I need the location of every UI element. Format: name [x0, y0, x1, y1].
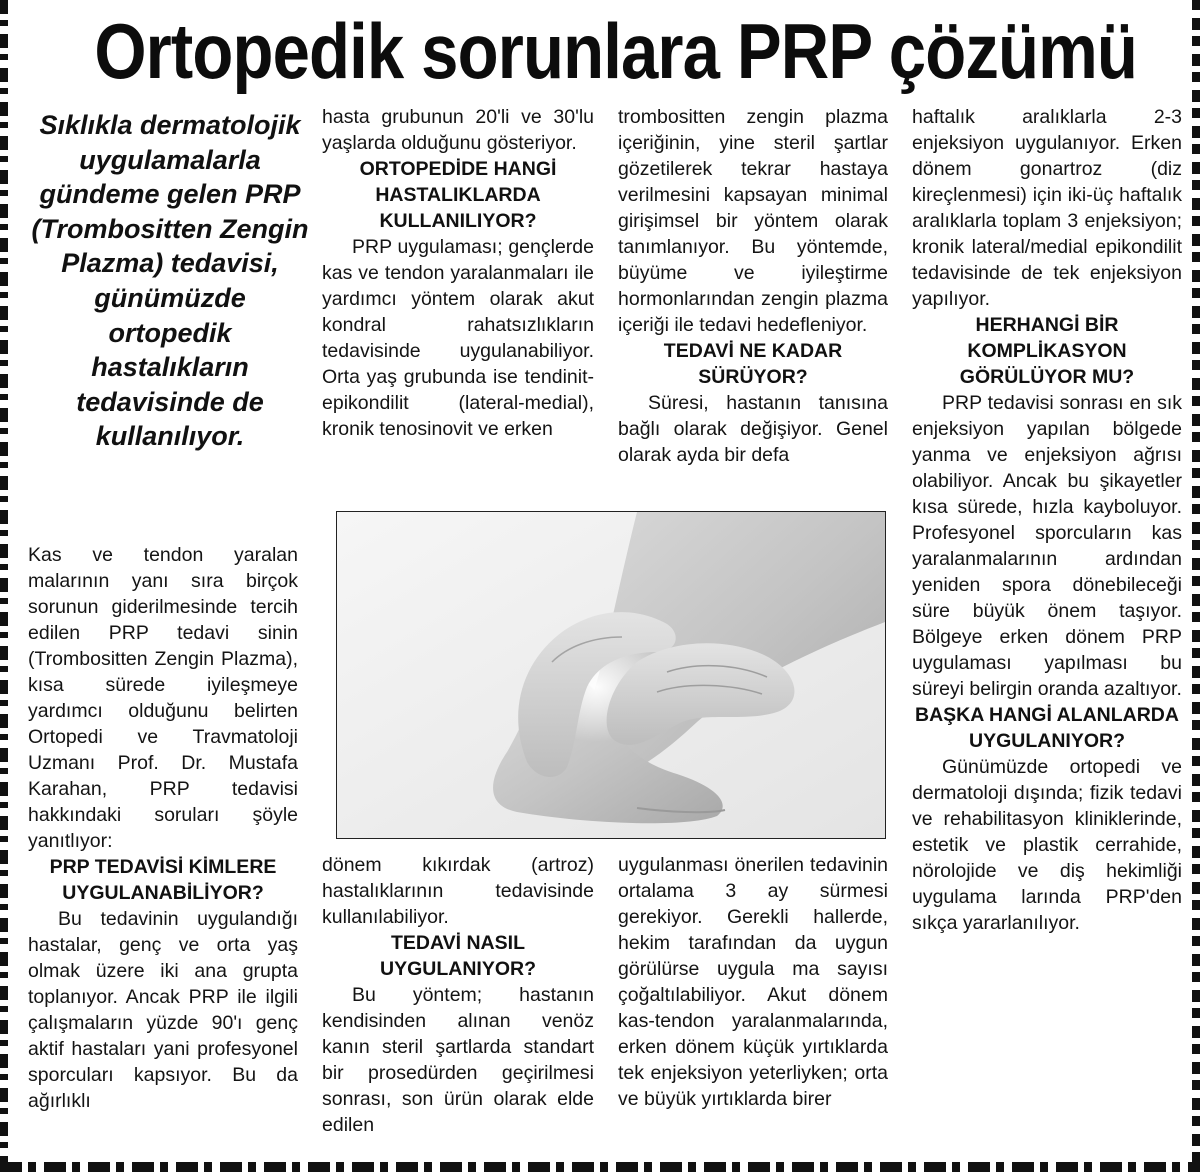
clipping-border-bottom	[0, 1162, 1200, 1172]
subheading-komplikasyon: HERHANGİ BİR KOMPLİKASYON GÖRÜLÜYOR MU?	[959, 314, 1135, 388]
paragraph-trombositten: trombositten zengin plazma içeriğinin, yine steril şartlar gözetilerek tekrar hastaya verilmesini kapsayan minimal girişimsel bir yöntem olarak tanımlanıyor. Bu yöntemde, büyüme ve iyileştirme hormonlarından zengin plazma içeriği ile tedavi hedefleniyor.	[618, 106, 888, 336]
subheading-baska-alanlar: BAŞKA HANGİ ALANLARDA UYGULANIYOR?	[915, 704, 1179, 752]
intro-paragraph: Kas ve tendon yaralan malarının yanı sıra birçok sorunun giderilmesinde tercih edilen PRP tedavi sinin (Trombositten Zengin Plazma), kısa sürede iyileşmeye yardımcı olduğunu belirten Ortopedi ve Travmatoloji Uzmanı Prof. Dr. Mustafa Karahan, PRP tedavisi hakkındaki soruları şöyle yanıtlıyor:	[28, 544, 298, 852]
subheading-kimlere: PRP TEDAVİSİ KİMLERE UYGULANABİLİYOR?	[49, 856, 277, 904]
clipping-border-right	[1192, 0, 1200, 1172]
ankle-photo	[336, 511, 886, 839]
paragraph-suresi: Süresi, hastanın tanısına bağlı olarak değişiyor. Genel olarak ayda bir defa	[618, 392, 888, 466]
column-2-top	[322, 104, 594, 442]
subheading-hangi-hastaliklarda: ORTOPEDİDE HANGİ HASTALIKLARDA KULLANILIYOR?	[359, 158, 557, 232]
hands-holding-ankle-illustration	[337, 512, 885, 838]
subheading-nasil-uygulaniyor: TEDAVİ NASIL UYGULANIYOR?	[380, 932, 536, 980]
column-3-bottom	[618, 852, 888, 1112]
paragraph-prp-uygulamasi: PRP uygulaması; gençlerde kas ve tendon yaralanmaları ile yardımcı yöntem olarak akut kondral rahatsızlıkların tedavisinde uygulanabiliyor. Orta yaş grubunda ise tendinit-epikondilit (lateral-medial), kronik tenosinovit ve erken	[322, 236, 594, 440]
lead-paragraph: Sıklıkla dermatolojik uygulamalarla gündeme gelen PRP (Trombositten Zengin Plazma) tedavisi, günümüzde ortopedik hastalıkların tedavisinde de kullanılıyor.	[31, 110, 309, 452]
paragraph-uygulanmasi: uygulanması önerilen tedavinin ortalama 3 ay sürmesi gerekiyor. Gerekli hallerde, hekim tarafından da uygun görülürse uygula ma sayısı çoğaltılabiliyor. Akut dönem kas-tendon yaralanmalarında, erken dönem küçük yırtıklarda tek enjeksiyon yeterliyken; orta ve büyük yırtıklarda birer	[618, 854, 888, 1110]
paragraph-haftalik: haftalık aralıklarla 2-3 enjeksiyon uygulanıyor. Erken dönem gonartroz (diz kireçlenmesi) için iki-üç haftalık aralıklarla toplam 3 enjeksiyon; kronik lateral/medial epikondilit tedavisinde de tek enjeksiyon yapılıyor.	[912, 106, 1182, 310]
column-2-bottom	[322, 852, 594, 1138]
column-4	[912, 104, 1182, 936]
paragraph-bu-yontem: Bu yöntem; hastanın kendisinden alınan venöz kanın steril şartlarda standart bir prosedürden geçirilmesi sonrası, son ürün olarak elde edilen	[322, 984, 594, 1136]
subheading-ne-kadar-suruyor: TEDAVİ NE KADAR SÜRÜYOR?	[663, 340, 843, 388]
paragraph-prp-sonrasi: PRP tedavisi sonrası en sık enjeksiyon yapılan bölgede yanma ve enjeksiyon ağrısı olabiliyor. Ancak bu şikayetler kısa sürede, hızla kayboluyor. Profesyonel sporcuların kas yaralanmalarının ardından yeniden spora dönebileceği süre büyük önem taşıyor. Bölgeye erken dönem PRP uygulaması yapılması bu süreyi belirgin oranda azaltıyor.	[912, 392, 1182, 700]
paragraph-gunumuzde: Günümüzde ortopedi ve dermatoloji dışında; fizik tedavi ve rehabilitasyon kliniklerinde, estetik ve plastik cerrahide, nörolojide ve diş hekimliği uygulama larında PRP'den sıkça yararlanılıyor.	[912, 756, 1182, 934]
column-1-bottom	[28, 542, 298, 1114]
paragraph-hastalar: Bu tedavinin uygulandığı hastalar, genç ve orta yaş olmak üzere iki ana grupta toplanıyor. Ancak PRP ile ilgili çalışmaların yüzde 90'ı genç aktif hastaları yani profesyonel sporcuları kapsıyor. Bu da ağırlıklı	[28, 908, 298, 1112]
paragraph-kikirdak: dönem kıkırdak (artroz) hastalıklarının tedavisinde kullanılabiliyor.	[322, 854, 594, 928]
headline: Ortopedik sorunlara PRP çözümü	[94, 7, 1138, 95]
clipping-border-left	[0, 0, 8, 1172]
column-3-top	[618, 104, 888, 468]
paragraph-yas-grubu: hasta grubunun 20'li ve 30'lu yaşlarda olduğunu gösteriyor.	[322, 106, 594, 154]
